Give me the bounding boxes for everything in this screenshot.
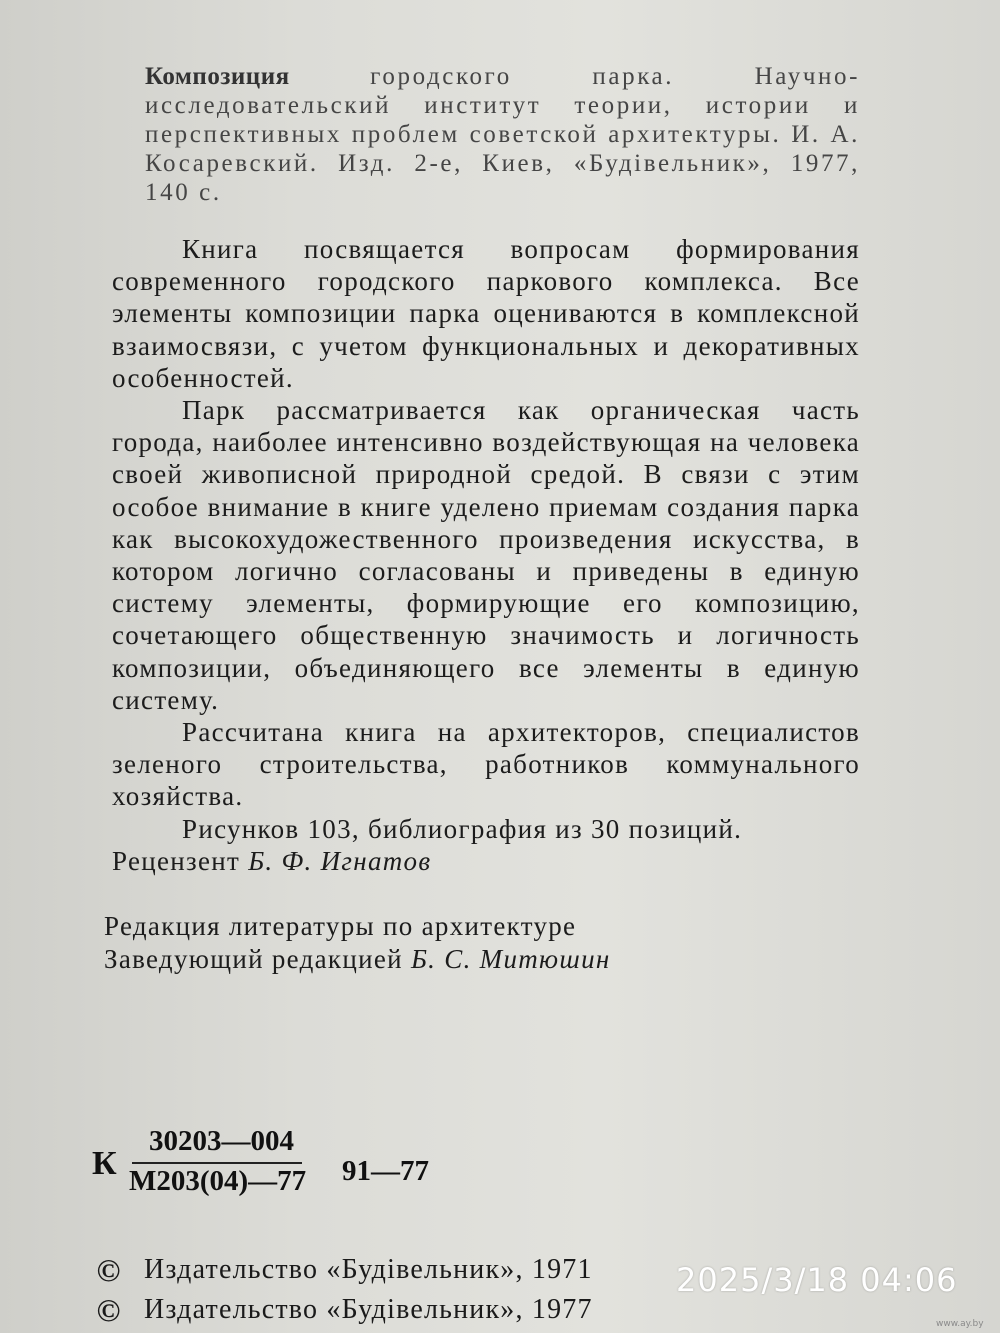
copyright-row xyxy=(92,1290,692,1330)
classification-code xyxy=(92,1125,492,1205)
editorial-department: Редакция литературы по архитектуре xyxy=(104,911,577,941)
copyright-icon: © xyxy=(96,1252,122,1288)
copyright-line-2: Издательство «Будівельник», 1977 xyxy=(144,1294,593,1325)
editorial-head-line xyxy=(104,943,804,976)
photo-timestamp: 2025/3/18 04:06 xyxy=(676,1261,958,1299)
classification-denominator: М203(04)—77 xyxy=(129,1165,307,1197)
copyright-block xyxy=(92,1250,692,1330)
fraction-line xyxy=(132,1162,302,1164)
editorial-info xyxy=(104,910,804,976)
abstract-paragraph-1: Книга посвящается вопросам формирования современного городского паркового комплекса. Все элементы композиции парка оцениваются в комплексной взаимосвязи, с учетом функциональных и декоративных особенностей. xyxy=(112,234,860,393)
abstract-paragraph-2: Парк рассматривается как органическая часть города, наиболее интенсивно воздействующая на человека своей живописной природной средой. В связи с этим особое внимание в книге уделено приемам создания парка как высокохудожественного произведения искусства, в котором логично согласованы и приведены в единую систему элементы, формирующие его композицию, сочетающего общественную значимость и логичность композиции, объединяющего все элементы в единую систему. xyxy=(112,395,860,715)
copyright-row xyxy=(92,1250,692,1290)
classification-numerator: 30203—004 xyxy=(149,1125,294,1157)
editorial-head-name: Б. С. Митюшин xyxy=(410,944,611,974)
copyright-line-1: Издательство «Будівельник», 1971 xyxy=(144,1254,593,1285)
classification-letter: К xyxy=(92,1145,117,1182)
classification-suffix: 91—77 xyxy=(342,1155,429,1187)
abstract-paragraph-3: Рассчитана книга на архитекторов, специалистов зеленого строительства, работников коммунального хозяйства. xyxy=(112,717,860,812)
bibliographic-record xyxy=(145,62,860,207)
copyright-icon: © xyxy=(96,1292,122,1328)
editorial-head-label: Заведующий редакцией xyxy=(104,944,403,974)
bibliographic-text: городского парка. Научно-исследовательский институт теории, истории и перспективных проблем советской архитектуры. И. А. Косаревский. Изд. 2-е, Киев, «Будівельник», 1977, 140 с. xyxy=(145,63,860,206)
watermark: www.ay.by xyxy=(936,1319,984,1329)
reviewer-name: Б. Ф. Игнатов xyxy=(248,845,432,876)
book-title-bold: Композиция xyxy=(145,63,290,90)
figures-count: Рисунков 103, библиография из 30 позиций. xyxy=(182,813,743,844)
abstract xyxy=(112,233,860,877)
reviewer-line xyxy=(112,845,860,877)
reviewer-label: Рецензент xyxy=(112,845,241,876)
